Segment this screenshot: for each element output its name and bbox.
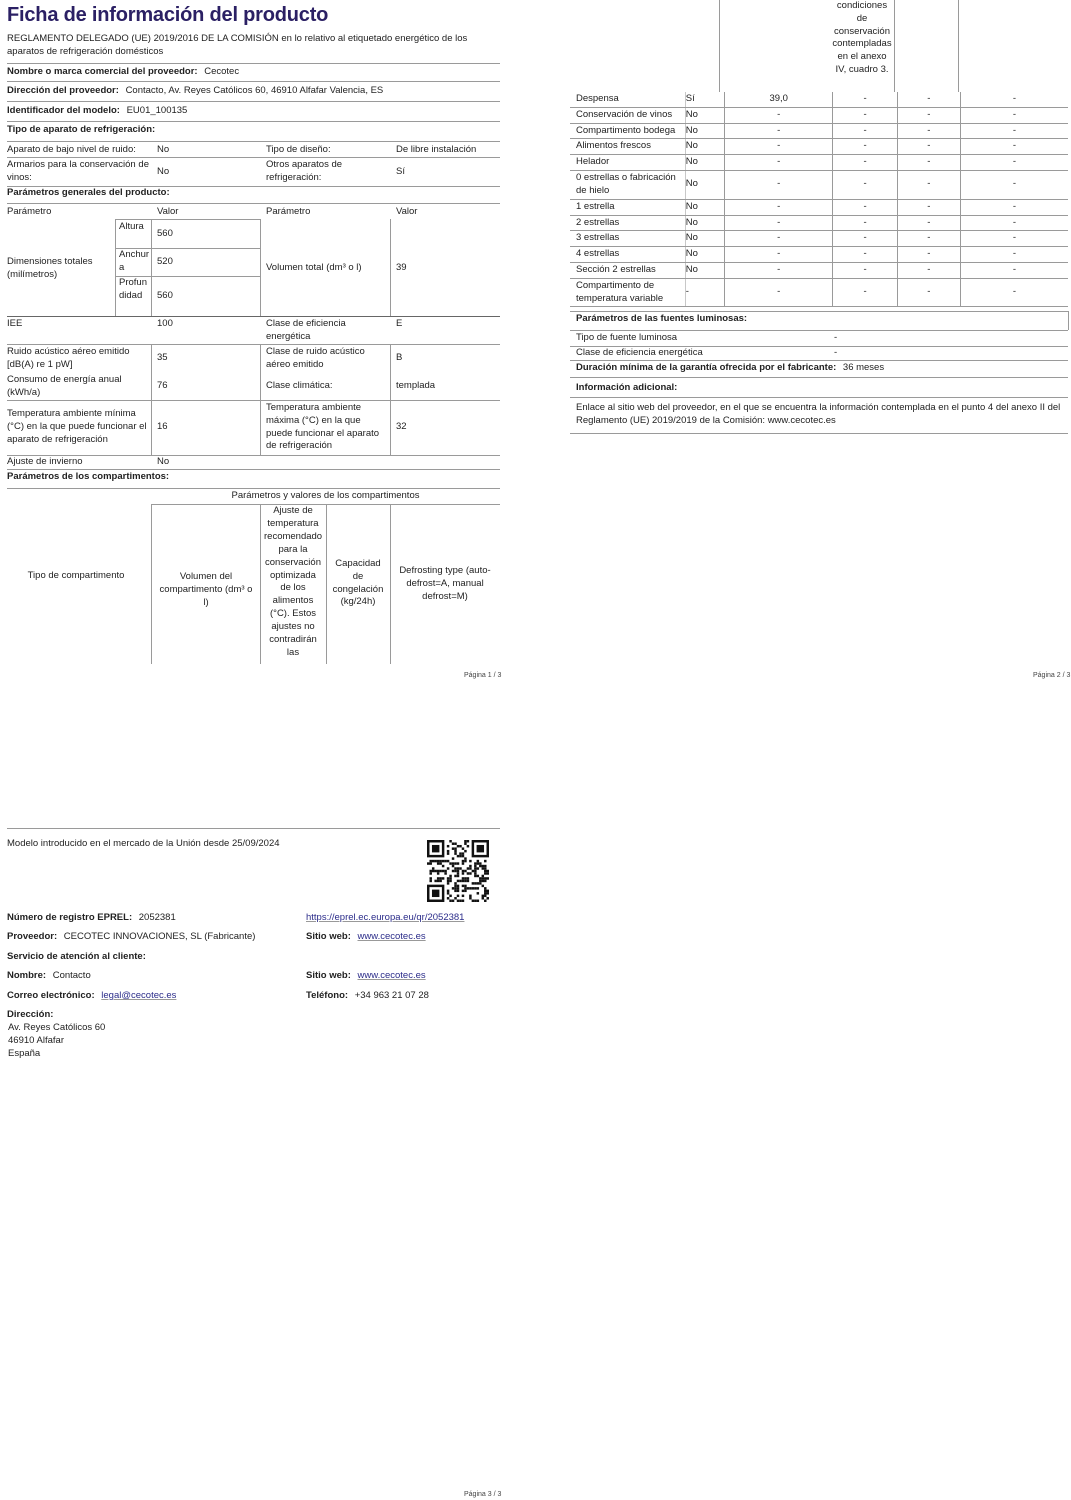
cell-volume: - [724,139,832,155]
cell-defrost: - [960,107,1068,123]
supplier-row [7,931,255,944]
divider [151,504,152,664]
height-label: Altura [119,221,144,232]
cell-volume: - [724,247,832,263]
addr-heading: Dirección: [7,1009,54,1020]
cell-freeze: - [897,278,960,307]
volume-label: Volumen total (dm³ o l) [266,262,362,273]
divider [7,316,500,317]
cell-present: No [685,139,724,155]
cell-volume: - [724,215,832,231]
other-value: Sí [396,166,405,177]
cell-temp: - [833,139,897,155]
brand-row [7,66,239,79]
cell-temp: - [833,247,897,263]
general-heading: Parámetros generales del producto: [7,187,170,198]
cell-defrost: - [960,262,1068,278]
cell-name: 1 estrella [570,199,685,215]
design-value: De libre instalación [396,144,477,155]
light-type-label: Tipo de fuente luminosa [576,332,678,343]
model-row [7,105,187,118]
volume-value: 39 [396,262,407,273]
brand-label: Nombre o marca comercial del proveedor: [7,66,198,77]
low-noise-label: Aparato de bajo nivel de ruido: [7,144,136,155]
tmax-label: Temperatura ambiente máxima (°C) en la que puede funcionar el aparato de refrigeración [266,402,380,452]
phone-value: +34 963 21 07 28 [354,990,429,1001]
divider [7,121,500,122]
divider [7,469,500,470]
light-class-value: - [834,347,838,358]
cell-freeze: - [897,155,960,171]
divider [151,344,152,455]
phone-row [306,990,429,1003]
additional-heading: Información adicional: [576,382,678,393]
divider [7,488,500,489]
divider [570,433,1068,434]
table-row [570,139,1068,155]
compartment-table [570,92,1068,307]
cell-name: Compartimento de temperatura variable [570,278,685,307]
cell-defrost: - [960,215,1068,231]
cell-name: 0 estrellas o fabricación de hielo [570,171,685,200]
light-class-label: Clase de eficiencia energética [576,347,703,358]
table-row [570,171,1068,200]
supplier-value: CECOTEC INNOVACIONES, SL (Fabricante) [63,931,256,942]
eff-class-value: E [396,318,403,329]
divider [260,219,261,316]
cell-freeze: - [897,171,960,200]
tmin-value: 16 [157,421,168,432]
service-heading: Servicio de atención al cliente: [7,951,146,962]
cell-temp: - [833,199,897,215]
comp-temp-header: Ajuste de temperatura recomendado para la conservación optimizada de los alimentos (°C). Estos ajustes no contradirán las [264,505,323,658]
comp-defrost-header: Defrosting type (auto-defrost=A, manual defrost=M) [399,565,491,602]
email-row [7,990,176,1003]
cell-volume: - [724,199,832,215]
brand-value: Cecotec [204,66,240,77]
web-row [306,931,426,944]
table-row [570,262,1068,278]
cell-defrost: - [960,139,1068,155]
comp-volume-header: Volumen del compartimento (dm³ o l) [159,571,253,608]
page-number: Página 3 / 3 [464,1491,502,1498]
cell-defrost: - [960,247,1068,263]
col-param2: Parámetro [266,206,311,217]
divider [390,344,391,455]
depth-label: Profundidad [119,277,147,301]
web-label: Sitio web: [306,931,351,942]
warranty-row [576,362,884,375]
cell-present: No [685,215,724,231]
cell-temp: - [833,171,897,200]
tmin-label: Temperatura ambiente mínima (°C) en la que puede funcionar el aparato de refrigeración [7,408,147,445]
divider [260,504,261,664]
cell-name: 2 estrellas [570,215,685,231]
eprel-label: Número de registro EPREL: [7,912,133,923]
width-value: 520 [157,256,173,267]
email-link[interactable]: legal@cecotec.es [101,990,177,1001]
cell-temp: - [833,278,897,307]
cell-defrost: - [960,231,1068,247]
col-value2: Valor [396,206,418,217]
cell-freeze: - [897,107,960,123]
cell-present: No [685,199,724,215]
table-row [570,155,1068,171]
cell-name: Conservación de vinos [570,107,685,123]
model-label: Identificador del modelo: [7,105,120,116]
cell-temp: - [833,215,897,231]
cell-volume: - [724,262,832,278]
market-text: Modelo introducido en el mercado de la Unión desde 25/09/2024 [7,838,280,849]
cell-volume: - [724,171,832,200]
table-row [570,231,1068,247]
iee-value: 100 [157,318,173,329]
page-title: Ficha de información del producto [7,4,329,26]
divider [151,219,152,316]
cell-temp: - [833,155,897,171]
eprel-value: 2052381 [138,912,176,923]
name-value: Contacto [52,970,91,981]
addr-line2: 46910 Alfafar [8,1035,64,1046]
divider [7,157,500,158]
phone-label: Teléfono: [306,990,349,1001]
col-value: Valor [157,206,179,217]
tmax-value: 32 [396,421,407,432]
cell-volume: - [724,231,832,247]
table-row [570,123,1068,139]
name-label: Nombre: [7,970,47,981]
divider [390,504,391,664]
light-type-value: - [834,332,838,343]
divider [570,330,1068,331]
divider [115,219,260,220]
addr-line3: España [8,1048,41,1059]
cell-temp: - [833,231,897,247]
divider [260,344,261,455]
address-row [7,85,383,98]
addr-line1: Av. Reyes Católicos 60 [8,1022,106,1033]
cell-present: Sí [685,92,724,107]
light-heading: Parámetros de las fuentes luminosas: [576,313,748,324]
regulation-text: REGLAMENTO DELEGADO (UE) 2019/2016 DE LA COMISIÓN en lo relativo al etiquetado energético de los aparatos de refrigeración domésticos [7,33,468,57]
divider [390,219,391,316]
cell-volume: - [724,123,832,139]
cell-temp: - [833,262,897,278]
noise-class-label: Clase de ruido acústico aéreo emitido [266,346,365,370]
email-label: Correo electrónico: [7,990,95,1001]
col-param: Parámetro [7,206,52,217]
design-label: Tipo de diseño: [266,144,331,155]
cell-name: Sección 2 estrellas [570,262,685,278]
comp-freeze-header: Capacidad de congelación (kg/24h) [332,558,384,608]
divider [958,0,959,92]
cell-freeze: - [897,231,960,247]
cell-name: Helador [570,155,685,171]
divider [7,400,500,401]
page-number: Página 2 / 3 [1033,672,1071,679]
web2-link[interactable]: www.cecotec.es [357,970,426,981]
comp-type-header: Tipo de compartimento [27,570,125,581]
wine-label: Armarios para la conservación de vinos: [7,159,149,183]
cell-freeze: - [897,139,960,155]
divider [7,101,500,102]
cell-temp: - [833,107,897,123]
cell-temp: - [833,123,897,139]
address-label: Dirección del proveedor: [7,85,119,96]
cell-defrost: - [960,278,1068,307]
cell-freeze: - [897,262,960,278]
wine-value: No [157,166,170,177]
iee-label: IEE [7,318,23,329]
divider [570,311,1068,312]
divider [7,344,500,345]
cell-name: 3 estrellas [570,231,685,247]
noise-value: 35 [157,352,168,363]
header-continuation: condiciones de conservación contempladas en el anexo IV, cuadro 3. [832,0,892,76]
cell-name: Despensa [570,92,685,107]
cell-freeze: - [897,92,960,107]
comp-heading: Parámetros de los compartimentos: [7,471,170,482]
cell-defrost: - [960,123,1068,139]
climate-label: Clase climática: [266,380,333,391]
low-noise-value: No [157,144,170,155]
cell-present: No [685,155,724,171]
winter-label: Ajuste de invierno [7,456,83,467]
table-row [570,247,1068,263]
cell-name: 4 estrellas [570,247,685,263]
cell-volume: 39,0 [724,92,832,107]
cell-freeze: - [897,215,960,231]
cell-volume: - [724,155,832,171]
warranty-value: 36 meses [842,362,885,373]
cell-present: No [685,171,724,200]
cell-name: Compartimento bodega [570,123,685,139]
climate-value: templada [396,380,436,391]
divider [570,397,1068,398]
cell-freeze: - [897,199,960,215]
qr-code-icon[interactable] [427,840,489,902]
cell-freeze: - [897,247,960,263]
web2-label: Sitio web: [306,970,351,981]
energy-value: 76 [157,380,168,391]
additional-text: Enlace al sitio web del proveedor, en el que se encuentra la información contemplada en el punto 4 del anexo II del Reglamento (UE) 2019/2019 de la Comisión: www.cecotec.es [576,402,1061,426]
cell-volume: - [724,107,832,123]
table-row [570,278,1068,307]
page-number: Página 1 / 3 [464,672,502,679]
divider [326,504,327,664]
cell-present: No [685,247,724,263]
divider [1068,311,1069,330]
divider [7,81,500,82]
divider [570,377,1068,378]
noise-class-value: B [396,352,403,363]
cell-freeze: - [897,123,960,139]
eprel-row [7,912,176,925]
model-value: EU01_100135 [126,105,188,116]
cell-defrost: - [960,199,1068,215]
cell-defrost: - [960,171,1068,200]
divider [894,0,895,92]
cell-defrost: - [960,155,1068,171]
table-row [570,107,1068,123]
divider [7,828,500,829]
divider [7,63,500,64]
other-label: Otros aparatos de refrigeración: [266,159,343,183]
name-row [7,970,91,983]
divider [719,0,720,92]
web-link[interactable]: www.cecotec.es [357,931,426,942]
cell-present: No [685,107,724,123]
noise-label: Ruido acústico aéreo emitido [dB(A) re 1 pW] [7,346,130,370]
divider [570,360,1068,361]
supplier-label: Proveedor: [7,931,58,942]
height-value: 560 [157,228,173,239]
cell-present: No [685,231,724,247]
width-label: Anchura [119,249,150,273]
cell-present: No [685,123,724,139]
table-row [570,215,1068,231]
cell-present: No [685,262,724,278]
dims-label: Dimensiones totales (milímetros) [7,256,93,280]
eprel-link[interactable]: https://eprel.ec.europa.eu/qr/2052381 [306,912,465,923]
energy-label: Consumo de energía anual (kWh/a) [7,374,122,398]
table-row [570,92,1068,107]
comp-group-header: Parámetros y valores de los compartimentos [231,490,420,501]
eff-class-label: Clase de eficiencia energética [266,318,346,342]
cell-volume: - [724,278,832,307]
cell-temp: - [833,92,897,107]
depth-value: 560 [157,290,173,301]
address-value: Contacto, Av. Reyes Católicos 60, 46910 Alfafar Valencia, ES [125,85,384,96]
warranty-label: Duración mínima de la garantía ofrecida por el fabricante: [576,362,837,373]
type-heading: Tipo de aparato de refrigeración: [7,124,156,135]
cell-defrost: - [960,92,1068,107]
cell-present: - [685,278,724,307]
cell-name: Alimentos frescos [570,139,685,155]
table-row [570,199,1068,215]
divider [115,219,116,316]
web2-row [306,970,426,983]
divider [7,203,500,204]
winter-value: No [157,456,170,467]
divider [7,141,500,142]
